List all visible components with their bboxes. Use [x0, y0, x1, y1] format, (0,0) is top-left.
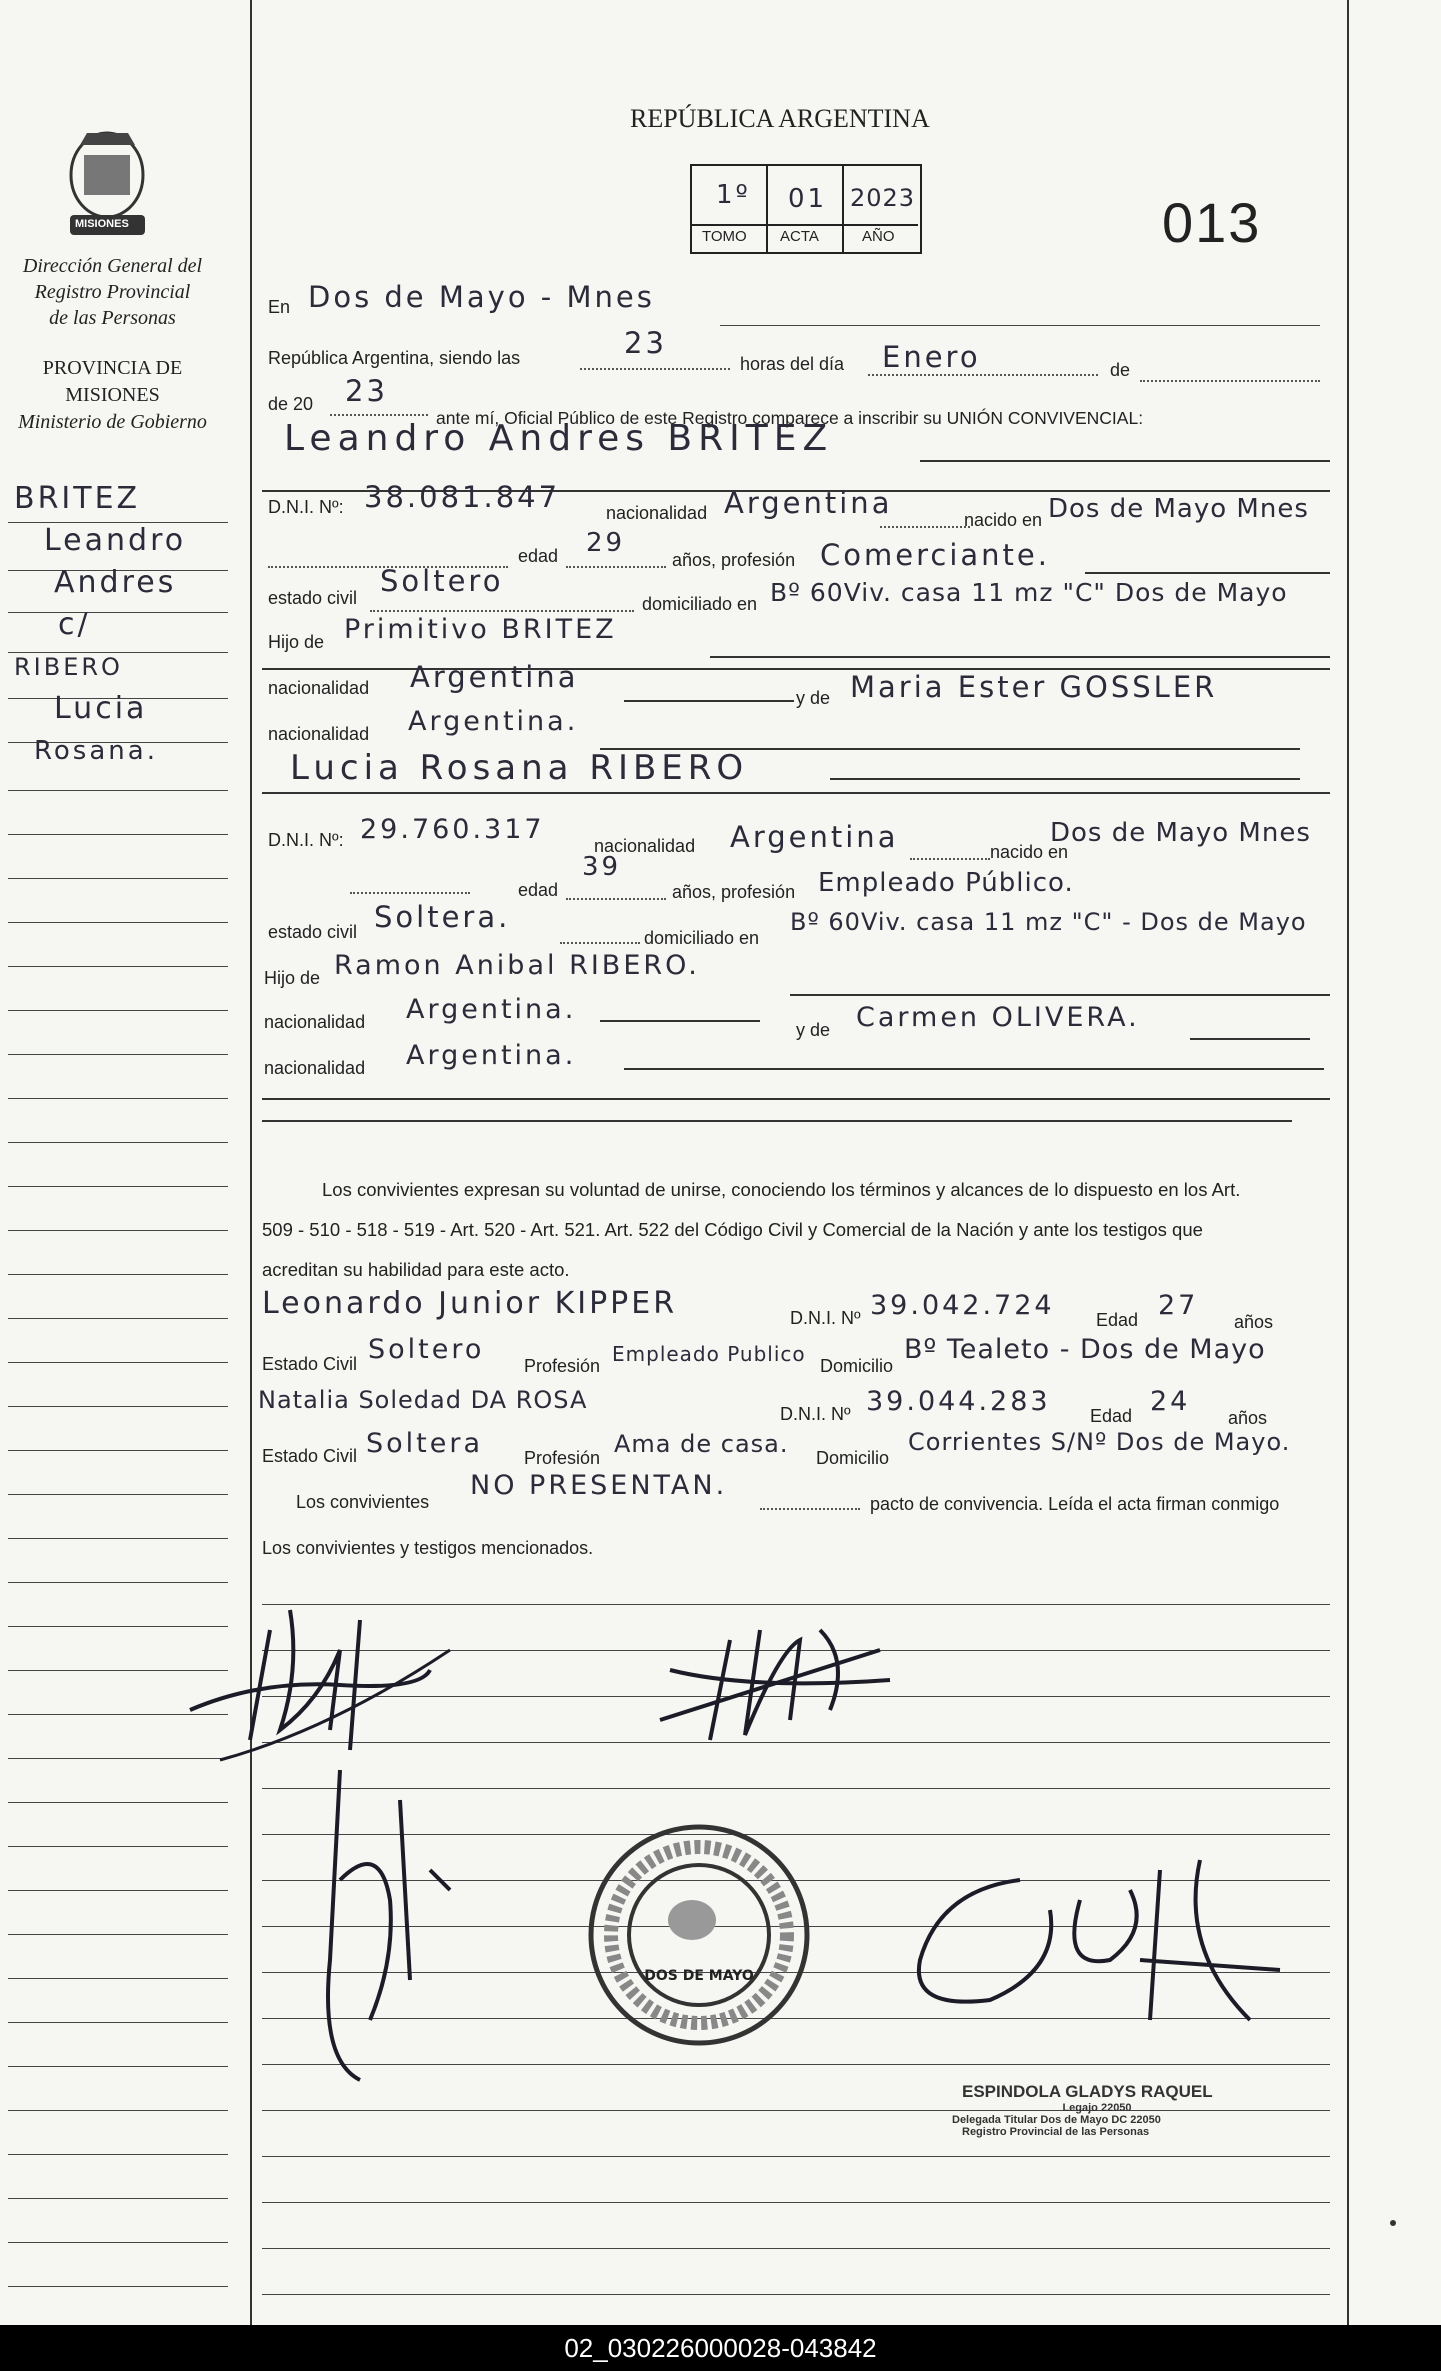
- witness2-profession: Ama de casa.: [614, 1430, 789, 1458]
- margin-dot: [1390, 2220, 1396, 2226]
- closing-presentan: NO PRESENTAN.: [470, 1470, 728, 1501]
- margin-name-1: BRITEZ: [14, 481, 141, 516]
- person2-father-nat: Argentina.: [406, 994, 577, 1025]
- margin-name-3: Andres: [54, 565, 177, 600]
- witness1-edad-label: Edad: [1096, 1310, 1139, 1330]
- statement-line-1: Los convivientes expresan su voluntad de unirse, conociendo los términos y alcances de lo dispuesto en los Art.: [322, 1179, 1241, 1200]
- witness2-name: Natalia Soledad DA ROSA: [258, 1386, 588, 1414]
- stamp-legajo: Legajo 22050: [1062, 2102, 1132, 2114]
- tomo-value: 1º: [716, 180, 751, 210]
- witness1-profession: Empleado Publico: [612, 1342, 806, 1366]
- witness2-age: 24: [1150, 1386, 1191, 1417]
- anio-value: 2023: [850, 184, 916, 212]
- witness1-address: Bº Tealeto - Dos de Mayo: [904, 1334, 1266, 1365]
- person2-estado-label: estado civil: [268, 922, 358, 942]
- witness2-edad-label: Edad: [1090, 1406, 1133, 1426]
- person1-mother: Maria Ester GOSSLER: [850, 670, 1218, 704]
- statement-line-3: acreditan su habilidad para este acto.: [262, 1259, 570, 1280]
- witness1-dni: 39.042.724: [870, 1290, 1055, 1321]
- witness1-anos-label: años: [1234, 1312, 1274, 1332]
- person1-yde-label: y de: [796, 688, 831, 708]
- closing-line-2: Los convivientes y testigos mencionados.: [262, 1538, 594, 1558]
- person1-hijo-label: Hijo de: [268, 632, 325, 652]
- org-line-3: de las Personas: [49, 307, 176, 329]
- person2-edad-label: edad: [518, 880, 559, 900]
- person1-dni: 38.081.847: [364, 480, 561, 514]
- tomo-label: TOMO: [702, 228, 747, 245]
- margin-name-4: c/: [58, 607, 91, 642]
- person1-civil: Soltero: [380, 564, 504, 598]
- person2-nacido-label: nacido en: [990, 842, 1069, 862]
- margin-name-2: Leandro: [44, 523, 187, 558]
- acta-number: 013: [1162, 191, 1262, 254]
- person2-hijo-label: Hijo de: [264, 968, 321, 988]
- witness2-anos-label: años: [1228, 1408, 1268, 1428]
- witness2-prof-label: Profesión: [524, 1448, 601, 1468]
- sidebar-province: [0, 355, 225, 436]
- person1-birthplace: Dos de Mayo Mnes: [1048, 494, 1309, 524]
- official-seal-icon: [584, 1820, 814, 2050]
- witness2-civil: Soltera: [366, 1428, 484, 1459]
- margin-name-5: RIBERO: [14, 653, 123, 681]
- person1-nationality: Argentina: [724, 486, 893, 520]
- closing-pacto-text: pacto de convivencia. Leída el acta firman conmigo: [870, 1494, 1280, 1514]
- stamp-registry: Registro Provincial de las Personas: [962, 2126, 1150, 2138]
- signature-3-icon: [300, 1760, 480, 2090]
- seal-label: MISIONES: [75, 218, 129, 230]
- witness2-estado-label: Estado Civil: [262, 1446, 358, 1466]
- witness2-address: Corrientes S/Nº Dos de Mayo.: [908, 1428, 1291, 1456]
- person1-age: 29: [586, 528, 626, 558]
- tomo-acta-box: [690, 164, 922, 254]
- witness2-dni-label: D.N.I. Nº: [780, 1404, 851, 1424]
- person2-civil: Soltera.: [374, 900, 511, 934]
- province-line-2: MISIONES: [65, 384, 160, 406]
- person2-anos-label: años, profesión: [672, 882, 796, 902]
- de-label: de: [1110, 360, 1131, 380]
- official-stamp: [952, 2082, 1232, 2138]
- seal-center-text: DOS DE MAYO: [644, 1968, 754, 1984]
- person2-nationality: Argentina: [730, 820, 899, 854]
- person2-nac2-label: nacionalidad: [264, 1012, 366, 1032]
- comparece-text: ante mí, Oficial Público de este Registro comparece a inscribir su UNIÓN CONVIVENCIAL:: [436, 408, 1144, 428]
- person2-name: Lucia Rosana RIBERO: [290, 748, 749, 788]
- country-title: REPÚBLICA ARGENTINA: [630, 104, 930, 133]
- person1-dni-label: D.N.I. Nº:: [268, 497, 344, 517]
- person2-birthplace: Dos de Mayo Mnes: [1050, 818, 1311, 848]
- province-line-1: PROVINCIA DE: [42, 357, 183, 379]
- person2-profession: Empleado Público.: [818, 868, 1074, 898]
- document-code: 02_030226000028-043842: [564, 2333, 877, 2363]
- witness1-name: Leonardo Junior KIPPER: [262, 1286, 678, 1321]
- person2-dni: 29.760.317: [360, 814, 545, 845]
- witness1-estado-label: Estado Civil: [262, 1354, 358, 1374]
- place-value: Dos de Mayo - Mnes: [308, 280, 655, 314]
- statement-paragraph: [262, 1170, 1337, 1290]
- hour-value: 23: [624, 326, 667, 360]
- person1-domicilio-label: domiciliado en: [642, 594, 758, 614]
- witness1-civil: Soltero: [368, 1334, 485, 1365]
- person1-edad-label: edad: [518, 546, 559, 566]
- statement-line-2: 509 - 510 - 518 - 519 - Art. 520 - Art. 521. Art. 522 del Código Civil y Comercial de la Nación y ante los testigos que: [262, 1219, 1203, 1240]
- person1-name: Leandro Andres BRITEZ: [284, 418, 834, 459]
- witness1-age: 27: [1158, 1290, 1199, 1321]
- day-value: Enero: [882, 340, 981, 374]
- person1-nac3-label: nacionalidad: [268, 724, 370, 744]
- anio-label: AÑO: [862, 228, 895, 245]
- person2-address: Bº 60Viv. casa 11 mz "C" - Dos de Mayo: [790, 908, 1307, 936]
- margin-border-right: [1347, 0, 1349, 2325]
- signature-2-icon: [650, 1610, 910, 1750]
- person1-nac2-label: nacionalidad: [268, 678, 370, 698]
- person2-dni-label: D.N.I. Nº:: [268, 830, 344, 850]
- person2-domicilio-label: domiciliado en: [644, 928, 760, 948]
- acta-label: ACTA: [780, 228, 819, 245]
- witness1-dom-label: Domicilio: [820, 1356, 894, 1376]
- person2-father: Ramon Anibal RIBERO.: [334, 950, 700, 981]
- signature-4-icon: [900, 1850, 1290, 2050]
- margin-border-left: [250, 0, 252, 2325]
- witness1-dni-label: D.N.I. Nº: [790, 1308, 861, 1328]
- stamp-name: ESPINDOLA GLADYS RAQUEL: [962, 2082, 1213, 2101]
- person1-mother-nat: Argentina.: [408, 706, 579, 737]
- person2-nac3-label: nacionalidad: [264, 1058, 366, 1078]
- person1-anos-label: años, profesión: [672, 550, 796, 570]
- org-line-1: Dirección General del: [22, 255, 203, 277]
- margin-names: [8, 478, 238, 772]
- person2-yde-label: y de: [796, 1020, 831, 1040]
- closing-label: Los convivientes: [296, 1492, 430, 1512]
- de20-label: de 20: [268, 394, 314, 414]
- person1-nac-label: nacionalidad: [606, 503, 708, 523]
- person1-profession: Comerciante.: [820, 538, 1050, 572]
- person2-mother: Carmen OLIVERA.: [856, 1002, 1140, 1033]
- witness1-prof-label: Profesión: [524, 1356, 601, 1376]
- stamp-role: Delegada Titular Dos de Mayo DC 22050: [952, 2114, 1161, 2126]
- margin-name-6: Lucia: [54, 691, 148, 726]
- ministry-line: Ministerio de Gobierno: [18, 411, 207, 433]
- republica-label: República Argentina, siendo las: [268, 348, 521, 368]
- en-label: En: [268, 297, 291, 317]
- person2-mother-nat: Argentina.: [406, 1040, 577, 1071]
- person2-nac-label: nacionalidad: [594, 836, 696, 856]
- sidebar-org: [0, 253, 225, 331]
- person1-address: Bº 60Viv. casa 11 mz "C" Dos de Mayo: [770, 578, 1288, 607]
- acta-value: 01: [788, 184, 828, 214]
- person1-nacido-label: nacido en: [964, 510, 1043, 530]
- witness2-dni: 39.044.283: [866, 1386, 1051, 1417]
- signature-1-icon: [180, 1590, 480, 1770]
- witness2-dom-label: Domicilio: [816, 1448, 890, 1468]
- org-line-2: Registro Provincial: [34, 281, 191, 303]
- margin-name-7: Rosana.: [34, 736, 158, 766]
- person1-father: Primitivo BRITEZ: [344, 614, 617, 645]
- person1-father-nat: Argentina: [410, 660, 579, 694]
- person1-estado-label: estado civil: [268, 588, 358, 608]
- person2-age: 39: [582, 852, 622, 882]
- footer-bar: [0, 2325, 1441, 2371]
- horas-label: horas del día: [740, 354, 845, 374]
- year-value: 23: [345, 374, 388, 408]
